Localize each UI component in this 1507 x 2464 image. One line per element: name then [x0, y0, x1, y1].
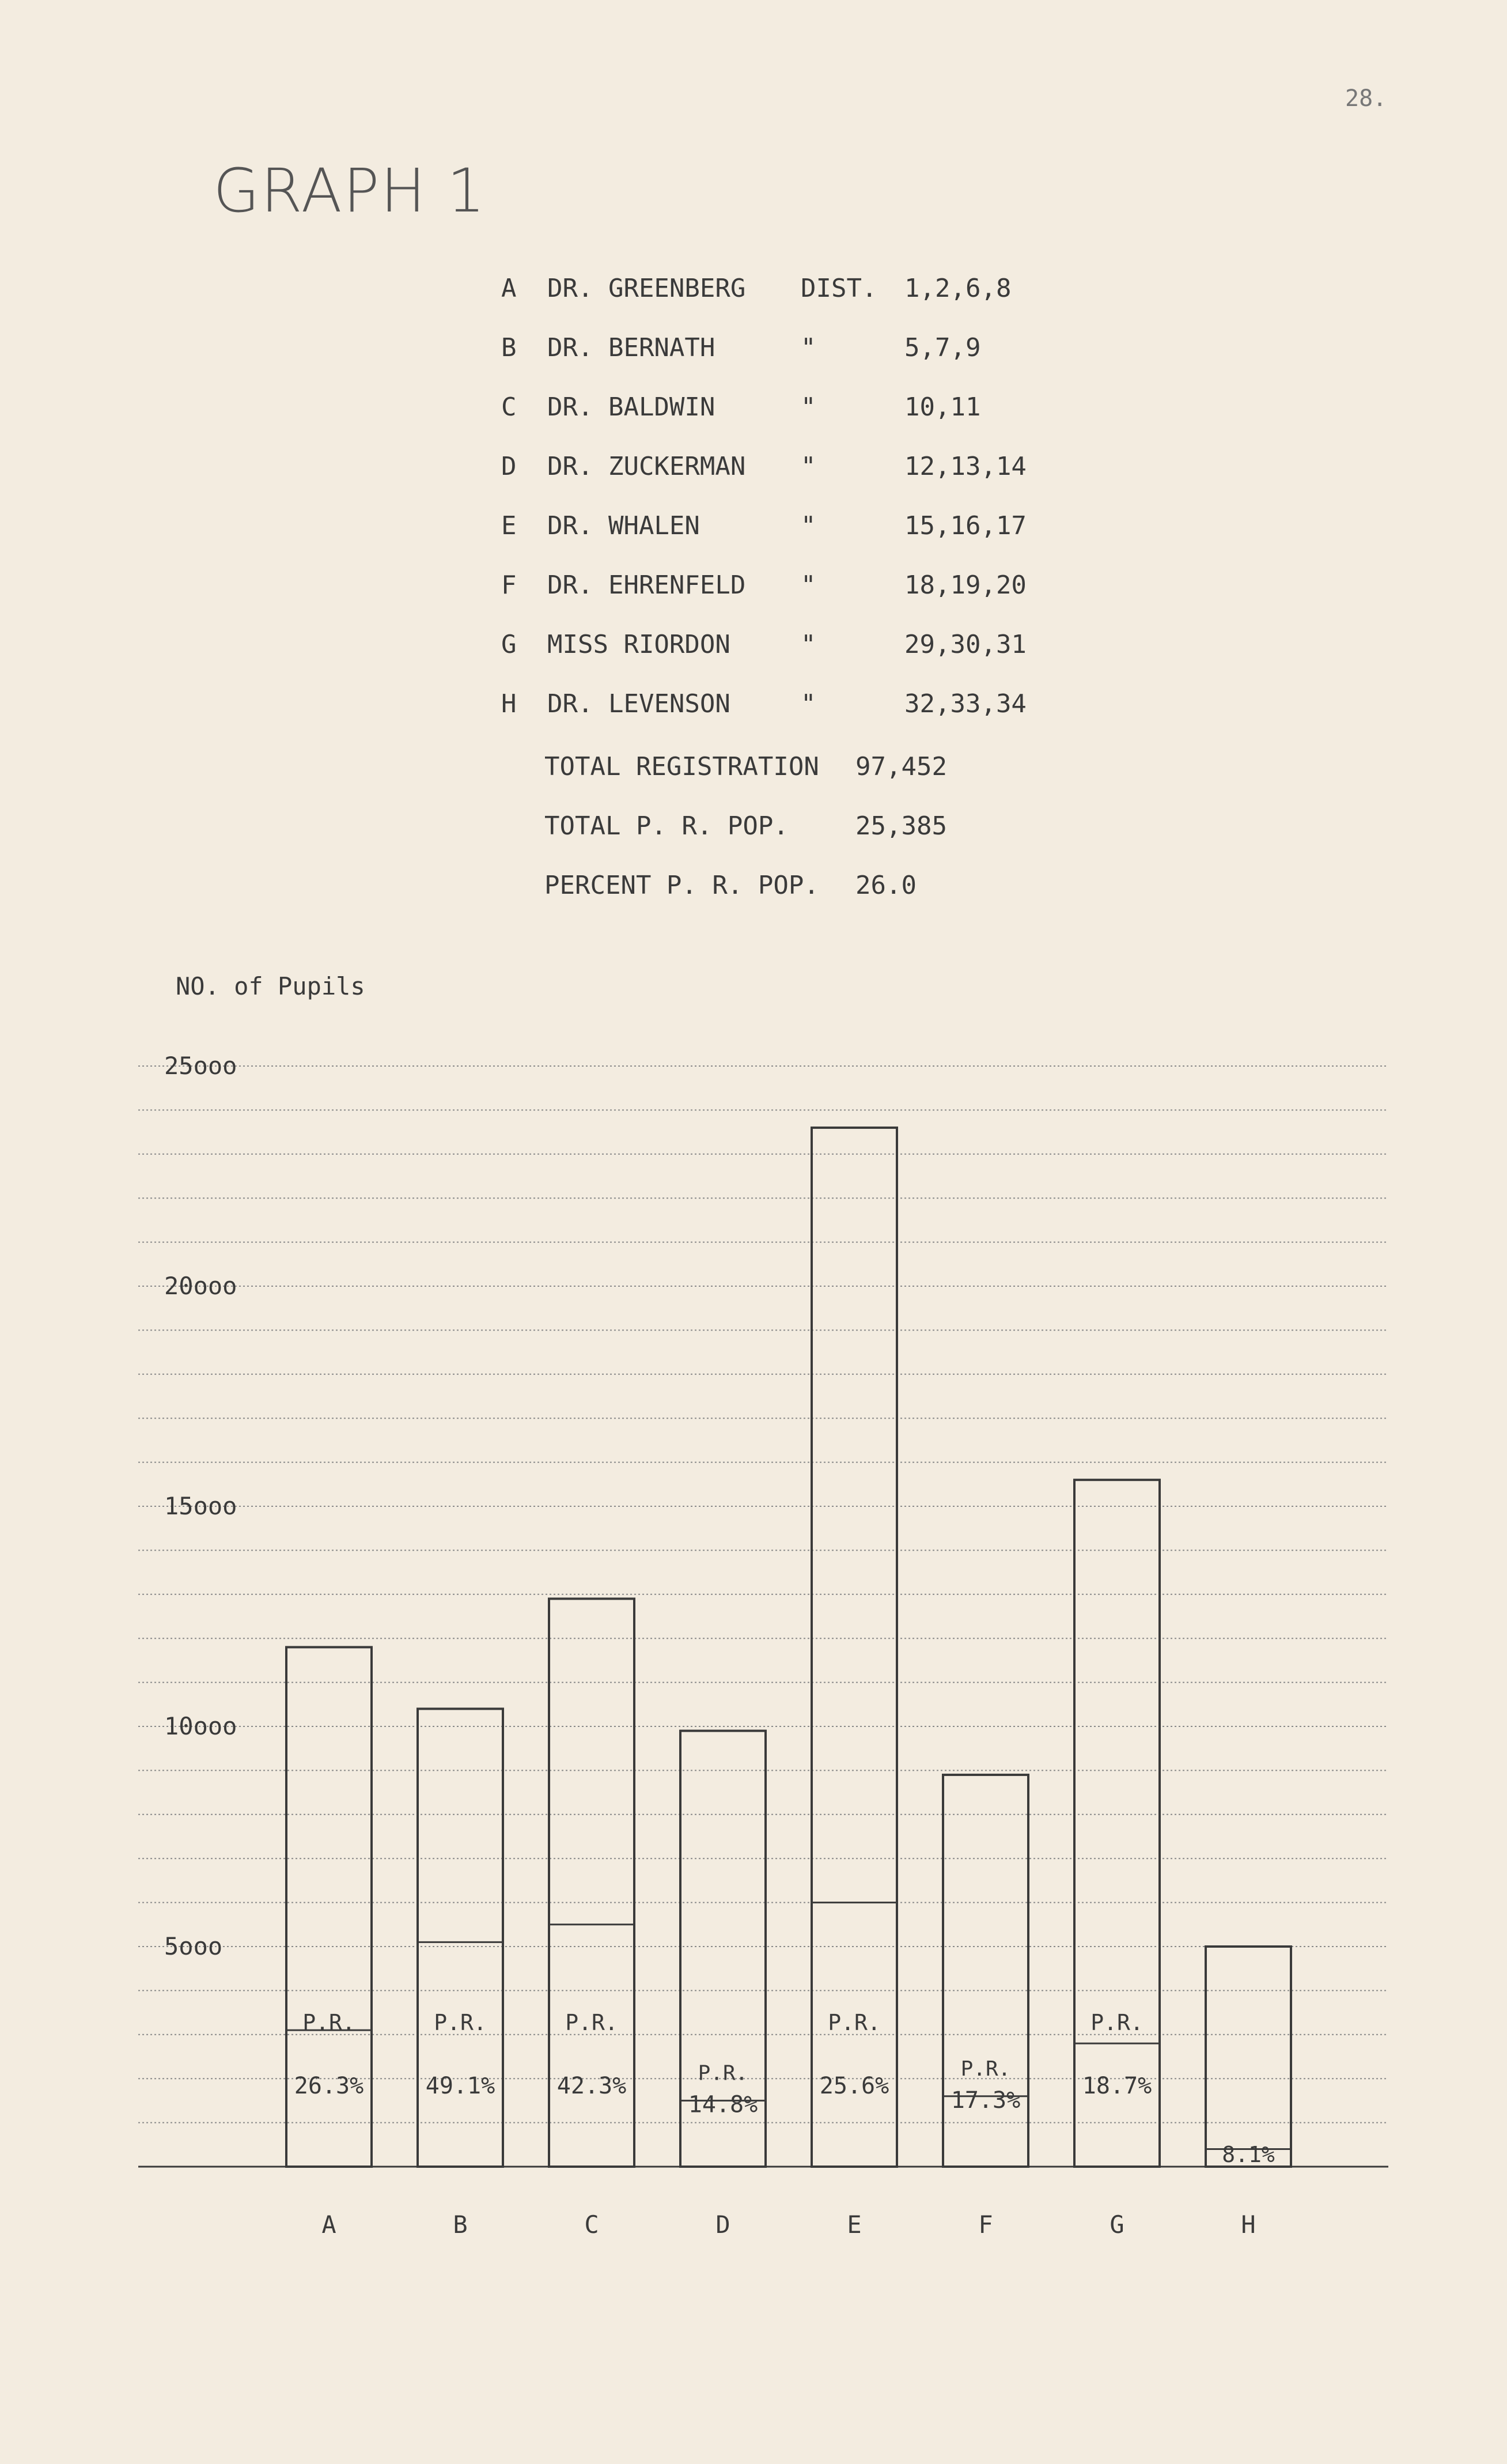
legend-dist: " — [801, 452, 816, 481]
legend-letter: F — [501, 570, 517, 600]
pr-percent-label: 14.8% — [688, 2091, 758, 2118]
legend-doctor: DR. EHRENFELD — [547, 570, 746, 600]
legend-dist: " — [801, 689, 816, 719]
legend-districts: 5,7,9 — [904, 333, 981, 362]
pr-percent-label: 42.3% — [556, 2073, 627, 2100]
legend-doctor: DR. GREENBERG — [547, 274, 746, 303]
legend-letter: C — [501, 392, 517, 422]
legend-dist: " — [801, 511, 816, 541]
legend-districts: 1,2,6,8 — [904, 274, 1012, 303]
y-tick-label: 25ooo — [164, 1052, 237, 1080]
legend-letter: H — [501, 689, 517, 719]
legend-dist: " — [801, 630, 816, 659]
graph-title: GRAPH 1 — [213, 156, 486, 226]
x-tick-label: H — [1241, 2210, 1256, 2239]
y-tick-label: 10ooo — [164, 1712, 237, 1740]
page-number: 28. — [1345, 85, 1387, 112]
y-tick-label: 5ooo — [164, 1932, 223, 1960]
pr-label: P.R. — [828, 2010, 881, 2036]
pr-label: P.R. — [698, 2061, 748, 2085]
total-value: 25,385 — [855, 811, 947, 841]
pr-label: P.R. — [302, 2010, 355, 2036]
x-tick-label: G — [1110, 2210, 1124, 2239]
bar-total-g — [1074, 1480, 1160, 2167]
legend-districts: 10,11 — [904, 392, 981, 422]
pr-label: P.R. — [1091, 2010, 1143, 2036]
legend-dist: " — [801, 570, 816, 600]
total-label: TOTAL REGISTRATION — [544, 752, 819, 781]
legend-doctor: DR. WHALEN — [547, 511, 700, 541]
pr-label: P.R. — [565, 2010, 618, 2036]
legend-letter: E — [501, 511, 517, 541]
y-axis-label: NO. of Pupils — [176, 972, 365, 1000]
x-tick-label: A — [321, 2210, 336, 2239]
x-tick-label: E — [847, 2210, 862, 2239]
x-tick-label: D — [715, 2210, 730, 2239]
bar-total-h — [1206, 1947, 1291, 2167]
legend-districts: 29,30,31 — [904, 630, 1027, 659]
pr-percent-label: 25.6% — [819, 2073, 889, 2100]
legend-letter: B — [501, 333, 517, 362]
legend-doctor: DR. BALDWIN — [547, 392, 715, 422]
x-tick-label: F — [978, 2210, 993, 2239]
pr-percent-label: 49.1% — [425, 2073, 495, 2100]
legend-doctor: DR. BERNATH — [547, 333, 715, 362]
total-label: PERCENT P. R. POP. — [544, 871, 819, 900]
legend-doctor: DR. LEVENSON — [547, 689, 730, 719]
pr-percent-label: 18.7% — [1082, 2073, 1152, 2100]
legend-districts: 15,16,17 — [904, 511, 1027, 541]
legend-dist: " — [801, 333, 816, 362]
legend-doctor: MISS RIORDON — [547, 630, 730, 659]
legend-dist: " — [801, 392, 816, 422]
x-tick-label: B — [453, 2210, 468, 2239]
legend-dist: DIST. — [801, 274, 877, 303]
pr-percent-label: 8.1% — [1222, 2142, 1275, 2167]
total-value: 26.0 — [855, 871, 917, 900]
pr-percent-label: 17.3% — [951, 2087, 1021, 2114]
total-value: 97,452 — [855, 752, 947, 781]
pr-label: P.R. — [960, 2057, 1011, 2081]
total-label: TOTAL P. R. POP. — [544, 811, 789, 841]
x-tick-label: C — [584, 2210, 599, 2239]
y-tick-label: 20ooo — [164, 1272, 237, 1300]
y-tick-label: 15ooo — [164, 1492, 237, 1520]
legend-letter: A — [501, 274, 517, 303]
legend-letter: G — [501, 630, 517, 659]
legend-letter: D — [501, 452, 517, 481]
pr-percent-label: 26.3% — [294, 2073, 364, 2100]
legend-districts: 32,33,34 — [904, 689, 1027, 719]
legend-districts: 18,19,20 — [904, 570, 1027, 600]
legend-districts: 12,13,14 — [904, 452, 1027, 481]
legend-doctor: DR. ZUCKERMAN — [547, 452, 746, 481]
pr-label: P.R. — [434, 2010, 487, 2036]
